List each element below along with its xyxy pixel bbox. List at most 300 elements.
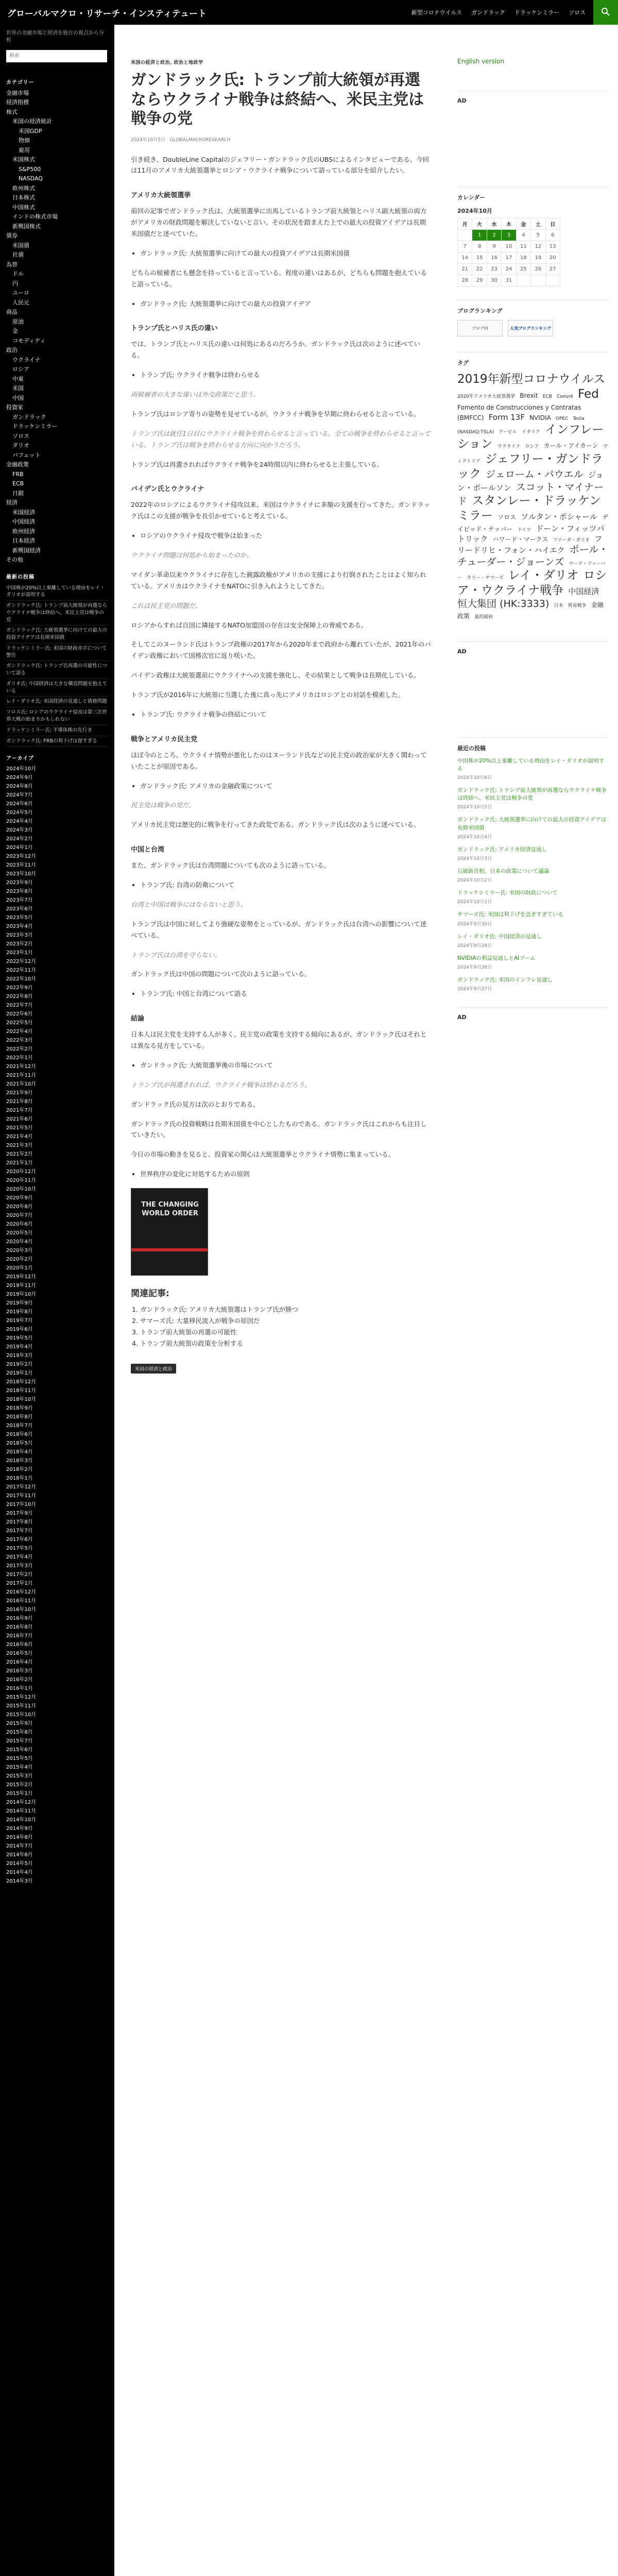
archive-link[interactable]: 2021年8月 bbox=[6, 1099, 33, 1105]
category-item[interactable]: 日銀 bbox=[12, 489, 24, 497]
category-item[interactable]: 雇用 bbox=[19, 146, 30, 154]
tag-link[interactable]: Fomento de Construcciones y Contratas (BMFCC) bbox=[457, 403, 581, 421]
post-tag[interactable]: 米国の経済と政治 bbox=[131, 1364, 176, 1374]
search-icon bbox=[601, 7, 610, 16]
tag-cloud bbox=[457, 372, 609, 621]
tag-link[interactable]: 2020年アメリカ大統領選挙 bbox=[457, 394, 516, 399]
category-item[interactable]: 中国株式 bbox=[12, 204, 35, 211]
recent-post-link[interactable]: ドラッケンミラー氏: 半導体株の先行き bbox=[6, 725, 108, 736]
calendar-day: 13 bbox=[545, 241, 560, 252]
tag-link[interactable]: スタンレー・ドラッケンミラー bbox=[457, 494, 601, 522]
archive-link[interactable]: 2022年6月 bbox=[6, 1011, 33, 1018]
archive-link[interactable]: 2024年10月 bbox=[6, 766, 37, 772]
archive-link[interactable]: 2023年2月 bbox=[6, 941, 33, 947]
tag-link[interactable]: ポール・チューダー・ジョーンズ bbox=[457, 544, 609, 568]
archive-link[interactable]: 2018年10月 bbox=[6, 1397, 37, 1403]
tag-link[interactable]: 量的緩和 bbox=[474, 614, 493, 620]
archive-link[interactable]: 2017年10月 bbox=[6, 1502, 37, 1508]
weekday-header: 月 bbox=[458, 218, 472, 230]
tag-link[interactable]: ECB bbox=[542, 394, 552, 399]
recent-post-link[interactable]: ガンドラック氏: トランプ氏再選の可能性について語る bbox=[6, 661, 108, 679]
tag-link[interactable]: レイ・ダリオ bbox=[508, 569, 579, 583]
archive-link[interactable]: 2020年9月 bbox=[6, 1195, 33, 1201]
blog-ranking-badge[interactable]: 人気ブログランキング bbox=[508, 320, 553, 336]
section-heading: 戦争とアメリカ民主党 bbox=[131, 735, 198, 743]
category-item[interactable]: 政治 bbox=[6, 347, 18, 353]
related-link[interactable]: 3. トランプ前大統領の再選の可能性 bbox=[140, 1327, 432, 1338]
recent-post-link[interactable]: ガンドラック氏: 大統領選挙に向けての最大の投資アイデアは長期米国債 bbox=[6, 625, 108, 643]
tag-link[interactable]: ラリー・サマーズ bbox=[467, 575, 504, 581]
archive-link[interactable]: 2023年1月 bbox=[6, 950, 33, 956]
archive-link[interactable]: 2021年5月 bbox=[6, 1125, 33, 1131]
tag-link[interactable]: イタリア bbox=[522, 429, 541, 435]
archive-link[interactable]: 2020年10月 bbox=[6, 1187, 37, 1193]
archive-link[interactable]: 2024年9月 bbox=[6, 775, 33, 781]
recent-post-item bbox=[457, 868, 609, 883]
archive-link[interactable]: 2020年8月 bbox=[6, 1204, 33, 1210]
calendar-day bbox=[545, 275, 560, 286]
archive-link[interactable]: 2021年9月 bbox=[6, 1090, 33, 1096]
top-nav-item[interactable]: ソロス bbox=[569, 9, 586, 16]
article-link[interactable]: • ガンドラック氏: 大統領選挙後の市場について bbox=[140, 1060, 432, 1071]
archive-link[interactable]: 2017年4月 bbox=[6, 1554, 33, 1561]
archive-link[interactable]: 2015年1月 bbox=[6, 1791, 33, 1797]
category-item[interactable]: 人民元 bbox=[12, 299, 29, 306]
category-item[interactable]: 原油 bbox=[12, 318, 24, 325]
archive-link[interactable]: 2019年3月 bbox=[6, 1353, 33, 1359]
tag-link[interactable]: 貿易戦争 bbox=[568, 603, 587, 608]
recent-post-date: 2024年9月29日 bbox=[457, 943, 492, 948]
archive-link[interactable]: 2020年1月 bbox=[6, 1265, 33, 1272]
archive-link[interactable]: 2015年9月 bbox=[6, 1721, 33, 1727]
recent-post-title[interactable]: ドラッケンミラー氏: 米国の財政について bbox=[457, 890, 558, 896]
archive-link[interactable]: 2023年6月 bbox=[6, 906, 33, 912]
archive-link[interactable]: 2019年2月 bbox=[6, 1362, 33, 1368]
recent-post-title[interactable]: ガンドラック氏: アメリカ経済見通し bbox=[457, 846, 547, 853]
article-link[interactable]: • ガンドラック氏: 大統領選挙に向けての最大の投資アイデアは長期米国債 bbox=[140, 248, 432, 259]
category-item[interactable]: FRB bbox=[12, 470, 24, 478]
category-item[interactable]: その他 bbox=[6, 556, 23, 563]
category-item[interactable]: 新興国株式 bbox=[12, 223, 41, 230]
archive-link[interactable]: 2016年9月 bbox=[6, 1616, 33, 1622]
category-item[interactable]: 中国経済 bbox=[12, 518, 35, 525]
recent-posts-heading: 最新の投稿 bbox=[6, 574, 35, 580]
recent-post-title[interactable]: ガンドラック氏: 米国のインフレ見通し bbox=[457, 977, 553, 984]
tag-link[interactable]: マーク・ファーバー bbox=[457, 561, 606, 581]
archive-link[interactable]: 2019年8月 bbox=[6, 1309, 33, 1315]
archive-link[interactable]: 2019年4月 bbox=[6, 1344, 33, 1350]
related-link[interactable]: 1. ガンドラック氏: アメリカ大統領選はトランプ氏が勝つ bbox=[140, 1304, 432, 1315]
tag-link[interactable]: アービル bbox=[499, 429, 517, 435]
recent-post-link[interactable]: ドラッケンミラー氏: 米国の財政赤字について警告 bbox=[6, 643, 108, 662]
recent-post-title[interactable]: サマーズ氏: 米国は利下げを急ぎすぎている bbox=[457, 911, 563, 918]
archive-link[interactable]: 2022年4月 bbox=[6, 1029, 33, 1035]
calendar-day[interactable]: 1 bbox=[472, 230, 487, 241]
archive-link[interactable]: 2020年6月 bbox=[6, 1222, 33, 1228]
tag-link[interactable]: カール・アイカーン bbox=[543, 442, 598, 450]
link-list bbox=[140, 248, 432, 259]
article-link[interactable]: • 世界秩序の変化に対処するための原則 bbox=[140, 1168, 432, 1180]
recent-post-date: 2024年9月30日 bbox=[457, 921, 492, 927]
search-toggle-button[interactable] bbox=[593, 0, 618, 25]
category-item[interactable]: ウクライナ bbox=[12, 356, 41, 363]
archive-link[interactable]: 2023年10月 bbox=[6, 871, 37, 877]
archive-link[interactable]: 2023年5月 bbox=[6, 915, 33, 921]
tag-link[interactable]: Coeuré bbox=[556, 394, 574, 399]
category-item[interactable]: 日本経済 bbox=[12, 537, 35, 544]
archive-link[interactable]: 2016年7月 bbox=[6, 1633, 33, 1639]
archive-link[interactable]: 2015年10月 bbox=[6, 1712, 37, 1718]
archive-link[interactable]: 2016年8月 bbox=[6, 1624, 33, 1631]
category-item[interactable]: 新興国経済 bbox=[12, 547, 41, 554]
category-item[interactable]: 米国GDP bbox=[19, 127, 42, 134]
archive-link[interactable]: 2015年7月 bbox=[6, 1738, 33, 1744]
archive-link[interactable]: 2015年11月 bbox=[6, 1703, 37, 1709]
section-heading: 結論 bbox=[131, 1015, 145, 1023]
tag-link[interactable]: スコット・マイナード bbox=[457, 481, 604, 507]
post-meta[interactable]: 2024年10月5日 · GLOBALMACRORESEARCH bbox=[131, 137, 231, 143]
archive-link[interactable]: 2017年7月 bbox=[6, 1528, 33, 1534]
archive-link[interactable]: 2014年6月 bbox=[6, 1852, 33, 1858]
archive-link[interactable]: 2021年10月 bbox=[6, 1081, 37, 1088]
recent-post-title[interactable]: 石破新首相、日本の政策について議論 bbox=[457, 868, 550, 875]
archive-link[interactable]: 2014年3月 bbox=[6, 1878, 33, 1885]
archive-link[interactable]: 2022年10月 bbox=[6, 976, 37, 982]
archive-link[interactable]: 2017年3月 bbox=[6, 1563, 33, 1569]
archive-link[interactable]: 2016年3月 bbox=[6, 1668, 33, 1674]
category-item[interactable]: 経済指標 bbox=[6, 99, 29, 106]
archive-link[interactable]: 2018年4月 bbox=[6, 1449, 33, 1455]
archive-link[interactable]: 2019年11月 bbox=[6, 1283, 37, 1289]
archive-link[interactable]: 2014年12月 bbox=[6, 1800, 37, 1806]
calendar-day: 22 bbox=[472, 264, 487, 275]
archive-link[interactable]: 2014年8月 bbox=[6, 1835, 33, 1841]
archive-link[interactable]: 2021年2月 bbox=[6, 1151, 33, 1158]
english-version-link[interactable]: English version bbox=[457, 58, 505, 65]
site-title[interactable]: グローバルマクロ・リサーチ・インスティテュート bbox=[7, 9, 207, 19]
archive-link[interactable]: 2018年6月 bbox=[6, 1432, 33, 1438]
archive-link[interactable]: 2021年6月 bbox=[6, 1116, 33, 1123]
archive-link[interactable]: 2016年5月 bbox=[6, 1651, 33, 1657]
category-item[interactable]: ドル bbox=[12, 270, 24, 277]
article-link[interactable]: • トランプ氏: ウクライナ戦争の終結について bbox=[140, 709, 432, 720]
category-item[interactable]: 中国 bbox=[12, 394, 24, 401]
category-item[interactable]: 社債 bbox=[12, 251, 24, 258]
category-item[interactable]: NASDAQ bbox=[19, 175, 43, 182]
archive-link[interactable]: 2023年9月 bbox=[6, 880, 33, 886]
recent-post-link[interactable]: 中国株が20%以上乗離している理由をレイ・ダリオが説明する bbox=[6, 583, 108, 601]
tag-link[interactable]: ロシア bbox=[525, 444, 539, 450]
search-input[interactable] bbox=[6, 50, 107, 62]
category-item[interactable]: 商品 bbox=[6, 309, 18, 315]
book-cover[interactable] bbox=[131, 1188, 208, 1276]
tag-link[interactable]: ソロス bbox=[497, 514, 517, 521]
category-item[interactable]: 投資家 bbox=[6, 404, 23, 411]
recent-post-link[interactable]: ダリオ氏: 中国経済は大きな構造問題を抱えている bbox=[6, 679, 108, 697]
archive-link[interactable]: 2021年1月 bbox=[6, 1160, 33, 1166]
archive-link[interactable]: 2024年6月 bbox=[6, 801, 33, 807]
archive-link[interactable]: 2017年9月 bbox=[6, 1511, 33, 1517]
category-item[interactable]: 物価 bbox=[19, 137, 30, 144]
tag-link[interactable]: ハワード・マークス bbox=[492, 535, 548, 543]
category-item[interactable]: ECB bbox=[12, 480, 24, 487]
tag-link[interactable]: Form 13F bbox=[488, 412, 525, 422]
category-item[interactable]: 金融政策 bbox=[6, 461, 29, 468]
archive-link[interactable]: 2020年5月 bbox=[6, 1230, 33, 1236]
archive-link[interactable]: 2019年9月 bbox=[6, 1300, 33, 1307]
recent-post-title[interactable]: ガンドラック氏: トランプ前大統領が再選ならウクライナ戦争は終結へ、米民主党は戦争の党 bbox=[457, 787, 607, 802]
tag-link[interactable]: ドーン・フィッツパトリック bbox=[457, 523, 605, 544]
tag-link[interactable]: 金融政策 bbox=[457, 601, 604, 620]
archive-link[interactable]: 2024年1月 bbox=[6, 845, 33, 851]
site-tagline: 世界の金融市場と経済を独自の視点から分析 bbox=[6, 30, 104, 43]
article-link[interactable]: • ガンドラック氏: 大統領選挙に向けての最大の投資アイデア bbox=[140, 298, 432, 310]
archive-link[interactable]: 2015年5月 bbox=[6, 1756, 33, 1762]
related-link[interactable]: 2. サマーズ氏: 大量移民流入が戦争の原因だ bbox=[140, 1315, 432, 1327]
article-link[interactable]: • トランプ氏: 中国と台湾について語る bbox=[140, 988, 432, 999]
category-item[interactable]: 米国債 bbox=[12, 242, 29, 249]
recent-post-title[interactable]: NVIDIAの利益見通しとAIブーム bbox=[457, 955, 536, 961]
archive-link[interactable]: 2022年5月 bbox=[6, 1020, 33, 1026]
archive-link[interactable]: 2023年3月 bbox=[6, 933, 33, 939]
category-item[interactable]: 欧州経済 bbox=[12, 528, 35, 535]
category-item[interactable]: ロシア bbox=[12, 366, 29, 372]
archive-link[interactable]: 2024年2月 bbox=[6, 836, 33, 842]
archive-link[interactable]: 2018年1月 bbox=[6, 1476, 33, 1482]
top-nav-item[interactable]: 新型コロナウイルス bbox=[411, 9, 462, 16]
archive-link[interactable]: 2019年7月 bbox=[6, 1318, 33, 1324]
category-item[interactable]: ユーロ bbox=[12, 290, 29, 296]
category-item[interactable]: 米国の経済統計 bbox=[12, 118, 52, 125]
top-nav-item[interactable]: ガンドラック bbox=[471, 9, 505, 16]
archive-link[interactable]: 2018年3月 bbox=[6, 1458, 33, 1464]
category-item[interactable]: ガンドラック bbox=[12, 413, 46, 420]
archive-link[interactable]: 2021年11月 bbox=[6, 1073, 37, 1079]
archive-link[interactable]: 2016年12月 bbox=[6, 1589, 37, 1596]
archive-link[interactable]: 2022年1月 bbox=[6, 1055, 33, 1061]
category-item[interactable]: バフェット bbox=[12, 451, 41, 459]
recent-posts-widget bbox=[457, 757, 609, 992]
archive-link[interactable]: 2021年4月 bbox=[6, 1134, 33, 1140]
category-item[interactable]: インドの株式市場 bbox=[12, 213, 58, 220]
calendar-day[interactable]: 2 bbox=[487, 230, 501, 241]
archive-link[interactable]: 2020年11月 bbox=[6, 1178, 37, 1184]
tag-link[interactable]: 日本 bbox=[554, 603, 563, 608]
top-nav-item[interactable]: ドラッケンミラー bbox=[514, 9, 560, 16]
tag-link[interactable]: OPEC bbox=[555, 416, 569, 421]
blog-mura-badge[interactable]: ブログ村 bbox=[457, 320, 503, 336]
article-link[interactable]: • トランプ氏: 台湾の防衛について bbox=[140, 879, 432, 891]
archive-link[interactable]: 2015年6月 bbox=[6, 1747, 33, 1753]
tag-link[interactable]: 中国経済 bbox=[568, 587, 599, 596]
archive-link[interactable]: 2017年1月 bbox=[6, 1581, 33, 1587]
tag-link[interactable]: ロシア・ウクライナ戦争 bbox=[457, 569, 607, 597]
archive-link[interactable]: 2016年1月 bbox=[6, 1686, 33, 1692]
tag-link[interactable]: NVIDIA bbox=[529, 414, 551, 421]
recent-post-title[interactable]: ガンドラック氏: 大統領選挙に向けての最大の投資アイデアは長期米国債 bbox=[457, 817, 607, 831]
ad-heading-3: AD bbox=[457, 1007, 609, 1021]
archive-link[interactable]: 2024年8月 bbox=[6, 784, 33, 790]
archive-link[interactable]: 2017年11月 bbox=[6, 1493, 37, 1499]
archive-link[interactable]: 2017年2月 bbox=[6, 1572, 33, 1578]
weekday-header: 金 bbox=[516, 218, 530, 230]
category-item[interactable]: 為替 bbox=[6, 261, 18, 268]
archive-link[interactable]: 2022年2月 bbox=[6, 1046, 33, 1053]
category-item[interactable]: ソロス bbox=[12, 432, 29, 439]
calendar-week bbox=[458, 241, 560, 252]
recent-post-item bbox=[457, 955, 609, 970]
archive-link[interactable]: 2015年4月 bbox=[6, 1765, 33, 1771]
calendar-day[interactable]: 3 bbox=[502, 230, 516, 241]
category-item[interactable]: 米国経済 bbox=[12, 509, 35, 516]
archive-link[interactable]: 2023年8月 bbox=[6, 889, 33, 895]
archive-link[interactable]: 2021年12月 bbox=[6, 1064, 37, 1070]
tag-link[interactable]: フリードリヒ・フォン・ハイエク bbox=[457, 534, 603, 555]
archive-link[interactable]: 2023年4月 bbox=[6, 924, 33, 930]
archive-link[interactable]: 2024年5月 bbox=[6, 810, 33, 816]
archive-link[interactable]: 2018年11月 bbox=[6, 1388, 37, 1394]
recent-post-link[interactable]: ガンドラック氏: トランプ前大統領が再選ならウクライナ戦争は終結へ、米民主党は戦争の党 bbox=[6, 601, 108, 625]
archive-link[interactable]: 2020年12月 bbox=[6, 1169, 37, 1175]
tag-link[interactable]: ジェフリー・ガンドラック bbox=[457, 452, 603, 481]
archive-link[interactable]: 2015年2月 bbox=[6, 1782, 33, 1788]
archive-link[interactable]: 2017年6月 bbox=[6, 1537, 33, 1543]
article-link[interactable]: • ガンドラック氏: アメリカの金融政策について bbox=[140, 781, 432, 792]
recent-post-link[interactable]: ガンドラック氏: FRBの利下げは遅すぎる bbox=[6, 736, 108, 747]
category-item[interactable]: コモディティ bbox=[12, 337, 46, 344]
calendar-day: 30 bbox=[487, 275, 501, 286]
tag-link[interactable]: 2019年新型コロナウイルス bbox=[457, 372, 606, 386]
paragraph: そしてこのヌーランド氏はトランプ政権の2017年から2020年まで政府から離れていたが、2021年のバイデン政権において国務次官に返り咲いた。 bbox=[131, 640, 431, 660]
archive-link[interactable]: 2022年11月 bbox=[6, 968, 37, 974]
archive-link[interactable]: 2014年11月 bbox=[6, 1808, 37, 1815]
archive-link[interactable]: 2014年5月 bbox=[6, 1861, 33, 1867]
tag-link[interactable]: ジョン・ポールソン bbox=[457, 470, 604, 493]
archive-link[interactable]: 2017年5月 bbox=[6, 1546, 33, 1552]
archive-link[interactable]: 2023年7月 bbox=[6, 897, 33, 904]
calendar-day: 27 bbox=[545, 264, 560, 275]
archive-link[interactable]: 2019年1月 bbox=[6, 1370, 33, 1377]
category-item[interactable]: 米国株式 bbox=[12, 156, 35, 163]
category-item[interactable]: 債券 bbox=[6, 232, 18, 239]
paragraph: アメリカ民主党は歴史的に戦争を行ってきた政党である。ガンドラック氏は次のように述べている。 bbox=[131, 821, 420, 829]
archive-link[interactable]: 2016年11月 bbox=[6, 1598, 37, 1604]
category-item[interactable]: 日本株式 bbox=[12, 194, 35, 201]
archive-link[interactable]: 2018年12月 bbox=[6, 1379, 37, 1385]
recent-post-link[interactable]: ソロス氏: ロシアのウクライナ侵攻は第三次世界大戦の始まりかもしれない bbox=[6, 707, 108, 725]
tag-link[interactable]: Fed bbox=[578, 387, 599, 401]
archive-link[interactable]: 2020年3月 bbox=[6, 1248, 33, 1254]
tag-link[interactable]: ドイツ bbox=[517, 527, 531, 533]
archive-link[interactable]: 2024年7月 bbox=[6, 792, 33, 799]
calendar-caption: 2024年10月 bbox=[457, 208, 492, 214]
tag-link[interactable]: ヴィクトリア bbox=[457, 444, 608, 464]
link-list bbox=[140, 530, 432, 541]
category-item[interactable]: ダリオ bbox=[12, 442, 29, 449]
archive-link[interactable]: 2014年7月 bbox=[6, 1843, 33, 1850]
article-link[interactable]: • ロシアのウクライナ侵攻で戦争は始まった bbox=[140, 530, 432, 541]
archive-link[interactable]: 2022年12月 bbox=[6, 959, 37, 965]
archive-link[interactable]: 2022年8月 bbox=[6, 994, 33, 1000]
related-link[interactable]: 4. トランプ前大統領の政策を分析する bbox=[140, 1338, 432, 1349]
tag-link[interactable]: 恒大集団 (HK:3333) bbox=[457, 598, 550, 609]
category-item[interactable]: 円 bbox=[12, 280, 18, 287]
recent-post-title[interactable]: 中国株が20%以上乗離している理由をレイ・ダリオが説明する bbox=[457, 757, 605, 772]
tag-link[interactable]: ジェローム・パウエル bbox=[486, 468, 583, 480]
archive-link[interactable]: 2016年4月 bbox=[6, 1659, 33, 1666]
tag-link[interactable]: インフレーション bbox=[457, 422, 604, 451]
category-item[interactable]: 米国 bbox=[12, 385, 24, 392]
category-item[interactable]: 株式 bbox=[6, 108, 18, 115]
category-item[interactable]: ドラッケンミラー bbox=[12, 423, 58, 430]
archive-link[interactable]: 2016年10月 bbox=[6, 1607, 37, 1613]
recent-post-date: 2024年9月27日 bbox=[457, 987, 492, 992]
tag-link[interactable]: デイビッド・テッパー bbox=[457, 514, 609, 533]
archive-link[interactable]: 2022年7月 bbox=[6, 1003, 33, 1009]
archive-link[interactable]: 2020年2月 bbox=[6, 1257, 33, 1263]
category-item[interactable]: 金融市場 bbox=[6, 89, 29, 96]
category-item[interactable]: 経済 bbox=[6, 499, 18, 506]
archive-link[interactable]: 2022年9月 bbox=[6, 985, 33, 991]
post-categories[interactable]: 米国の経済と政治, 政治と地政学 bbox=[131, 60, 203, 65]
archive-link[interactable]: 2022年3月 bbox=[6, 1038, 33, 1044]
archive-link[interactable]: 2017年8月 bbox=[6, 1519, 33, 1526]
article-link[interactable]: • トランプ氏: ウクライナ戦争は終わらせる bbox=[140, 369, 432, 381]
tag-link[interactable]: ソルタン・ポシャール bbox=[521, 512, 598, 521]
archive-link[interactable]: 2019年12月 bbox=[6, 1274, 37, 1280]
archive-link[interactable]: 2015年8月 bbox=[6, 1730, 33, 1736]
archive-link[interactable]: 2024年4月 bbox=[6, 819, 33, 825]
archive-link[interactable]: 2024年3月 bbox=[6, 827, 33, 834]
archive-link[interactable]: 2015年12月 bbox=[6, 1694, 37, 1701]
archive-link[interactable]: 2018年8月 bbox=[6, 1414, 33, 1420]
tag-link[interactable]: Tesla (NASDAQ:TSLA) bbox=[457, 416, 585, 435]
archive-link[interactable]: 2020年4月 bbox=[6, 1239, 33, 1245]
archive-link[interactable]: 2019年6月 bbox=[6, 1327, 33, 1333]
archive-link[interactable]: 2014年9月 bbox=[6, 1826, 33, 1832]
archive-link[interactable]: 2019年5月 bbox=[6, 1335, 33, 1342]
category-item[interactable]: 中東 bbox=[12, 375, 24, 382]
category-item[interactable]: 金 bbox=[12, 328, 18, 334]
archive-link[interactable]: 2018年2月 bbox=[6, 1467, 33, 1473]
archive-link[interactable]: 2023年11月 bbox=[6, 862, 37, 869]
archive-link[interactable]: 2015年3月 bbox=[6, 1773, 33, 1780]
recent-post-title[interactable]: レイ・ダリオ氏: 中国経済の見通し bbox=[457, 933, 542, 940]
archive-link[interactable]: 2016年6月 bbox=[6, 1642, 33, 1648]
archive-link[interactable]: 2019年10月 bbox=[6, 1292, 37, 1298]
recent-post-link[interactable]: レイ・ダリオ氏: 米国経済の見通しと債務問題 bbox=[6, 697, 108, 707]
tag-link[interactable]: Brexit bbox=[520, 392, 538, 399]
archive-link[interactable]: 2018年5月 bbox=[6, 1440, 33, 1447]
archive-link[interactable]: 2018年9月 bbox=[6, 1405, 33, 1412]
recent-post-date: 2024年10月4日 bbox=[457, 834, 492, 840]
archive-link[interactable]: 2021年3月 bbox=[6, 1143, 33, 1149]
archive-link[interactable]: 2023年12月 bbox=[6, 854, 37, 860]
tag-link[interactable]: フリーダ・ダリオ bbox=[553, 537, 590, 543]
archive-link[interactable]: 2014年4月 bbox=[6, 1870, 33, 1876]
book-title: THE CHANGING WORLD ORDER bbox=[141, 1201, 199, 1217]
archive-link[interactable]: 2018年7月 bbox=[6, 1423, 33, 1429]
archive-link[interactable]: 2021年7月 bbox=[6, 1108, 33, 1114]
archive-link[interactable]: 2014年10月 bbox=[6, 1817, 37, 1823]
category-item[interactable]: 欧州株式 bbox=[12, 184, 35, 192]
archive-link[interactable]: 2017年12月 bbox=[6, 1484, 37, 1490]
archive-link[interactable]: 2016年2月 bbox=[6, 1677, 33, 1683]
tag-link[interactable]: ウクライナ bbox=[497, 444, 521, 450]
section-heading: バイデン氏とウクライナ bbox=[131, 485, 204, 494]
category-item[interactable]: S&P500 bbox=[19, 165, 41, 173]
archive-link[interactable]: 2020年7月 bbox=[6, 1213, 33, 1219]
